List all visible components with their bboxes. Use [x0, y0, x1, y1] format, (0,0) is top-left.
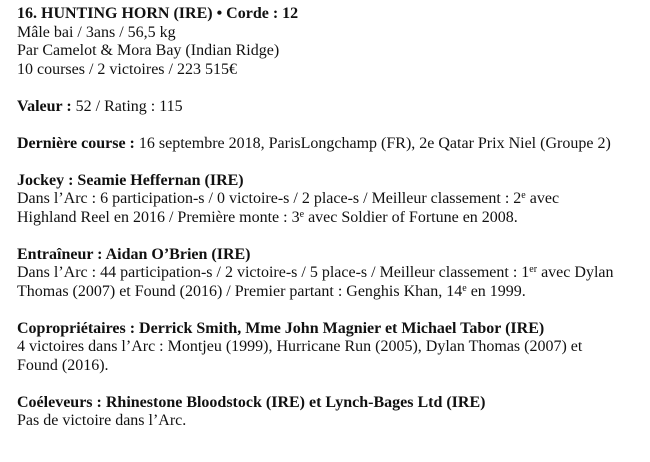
horse-profile	[17, 5, 650, 449]
jockey-line-1: Dans l’Arc : 6 participation-s / 0 victoire-s / 2 place-s / Meilleur classement : 2e avec	[17, 190, 560, 207]
rating-value: 115	[159, 97, 183, 115]
derniere-course-label: Dernière course :	[17, 134, 135, 152]
entraineur-line-1: Dans l’Arc : 44 participation-s / 2 victoire-s / 5 place-s / Meilleur classement : 1er avec Dylan	[17, 264, 614, 281]
horse-details: Mâle bai / 3ans / 56,5 kg	[17, 23, 176, 41]
jockey-line-2: Highland Reel en 2016 / Première monte : 3e avec Soldier of Fortune en 2008.	[17, 208, 518, 226]
coeleveurs-block	[17, 394, 650, 431]
coeleveurs-heading: Coéleveurs : Rhinestone Bloodstock (IRE) et Lynch-Bages Ltd (IRE)	[17, 393, 486, 411]
coproprietaires-heading: Copropriétaires : Derrick Smith, Mme John Magnier et Michael Tabor (IRE)	[17, 319, 545, 337]
valeur-block	[17, 98, 650, 117]
entraineur-block	[17, 246, 650, 302]
coproprietaires-line-1: 4 victoires dans l’Arc : Montjeu (1999), Hurricane Run (2005), Dylan Thomas (2007) et	[17, 338, 583, 355]
entraineur-heading: Entraîneur : Aidan O’Brien (IRE)	[17, 245, 251, 263]
horse-name: HUNTING HORN (IRE)	[41, 5, 213, 22]
valeur-value: 52	[75, 97, 92, 115]
derniere-course-block	[17, 135, 650, 154]
title-separator: •	[212, 5, 227, 22]
coproprietaires-line-2: Found (2016).	[17, 356, 109, 374]
coproprietaires-block	[17, 320, 650, 376]
rating-label: / Rating :	[95, 97, 156, 115]
valeur-label: Valeur :	[17, 97, 72, 115]
entraineur-line-2: Thomas (2007) et Found (2016) / Premier partant : Genghis Khan, 14e en 1999.	[17, 282, 526, 300]
horse-title	[17, 5, 650, 24]
corde-value: 12	[282, 5, 299, 22]
jockey-heading: Jockey : Seamie Heffernan (IRE)	[17, 171, 244, 189]
horse-record: 10 courses / 2 victoires / 223 515€	[17, 60, 237, 78]
horse-identity-block	[17, 5, 650, 79]
corde-label: Corde :	[226, 5, 279, 22]
jockey-block	[17, 172, 650, 228]
coeleveurs-line-1: Pas de victoire dans l’Arc.	[17, 412, 187, 429]
horse-pedigree: Par Camelot & Mora Bay (Indian Ridge)	[17, 42, 280, 59]
horse-number: 16.	[17, 5, 37, 22]
derniere-course-text: 16 septembre 2018, ParisLongchamp (FR), 2e Qatar Prix Niel (Groupe 2)	[138, 134, 611, 152]
